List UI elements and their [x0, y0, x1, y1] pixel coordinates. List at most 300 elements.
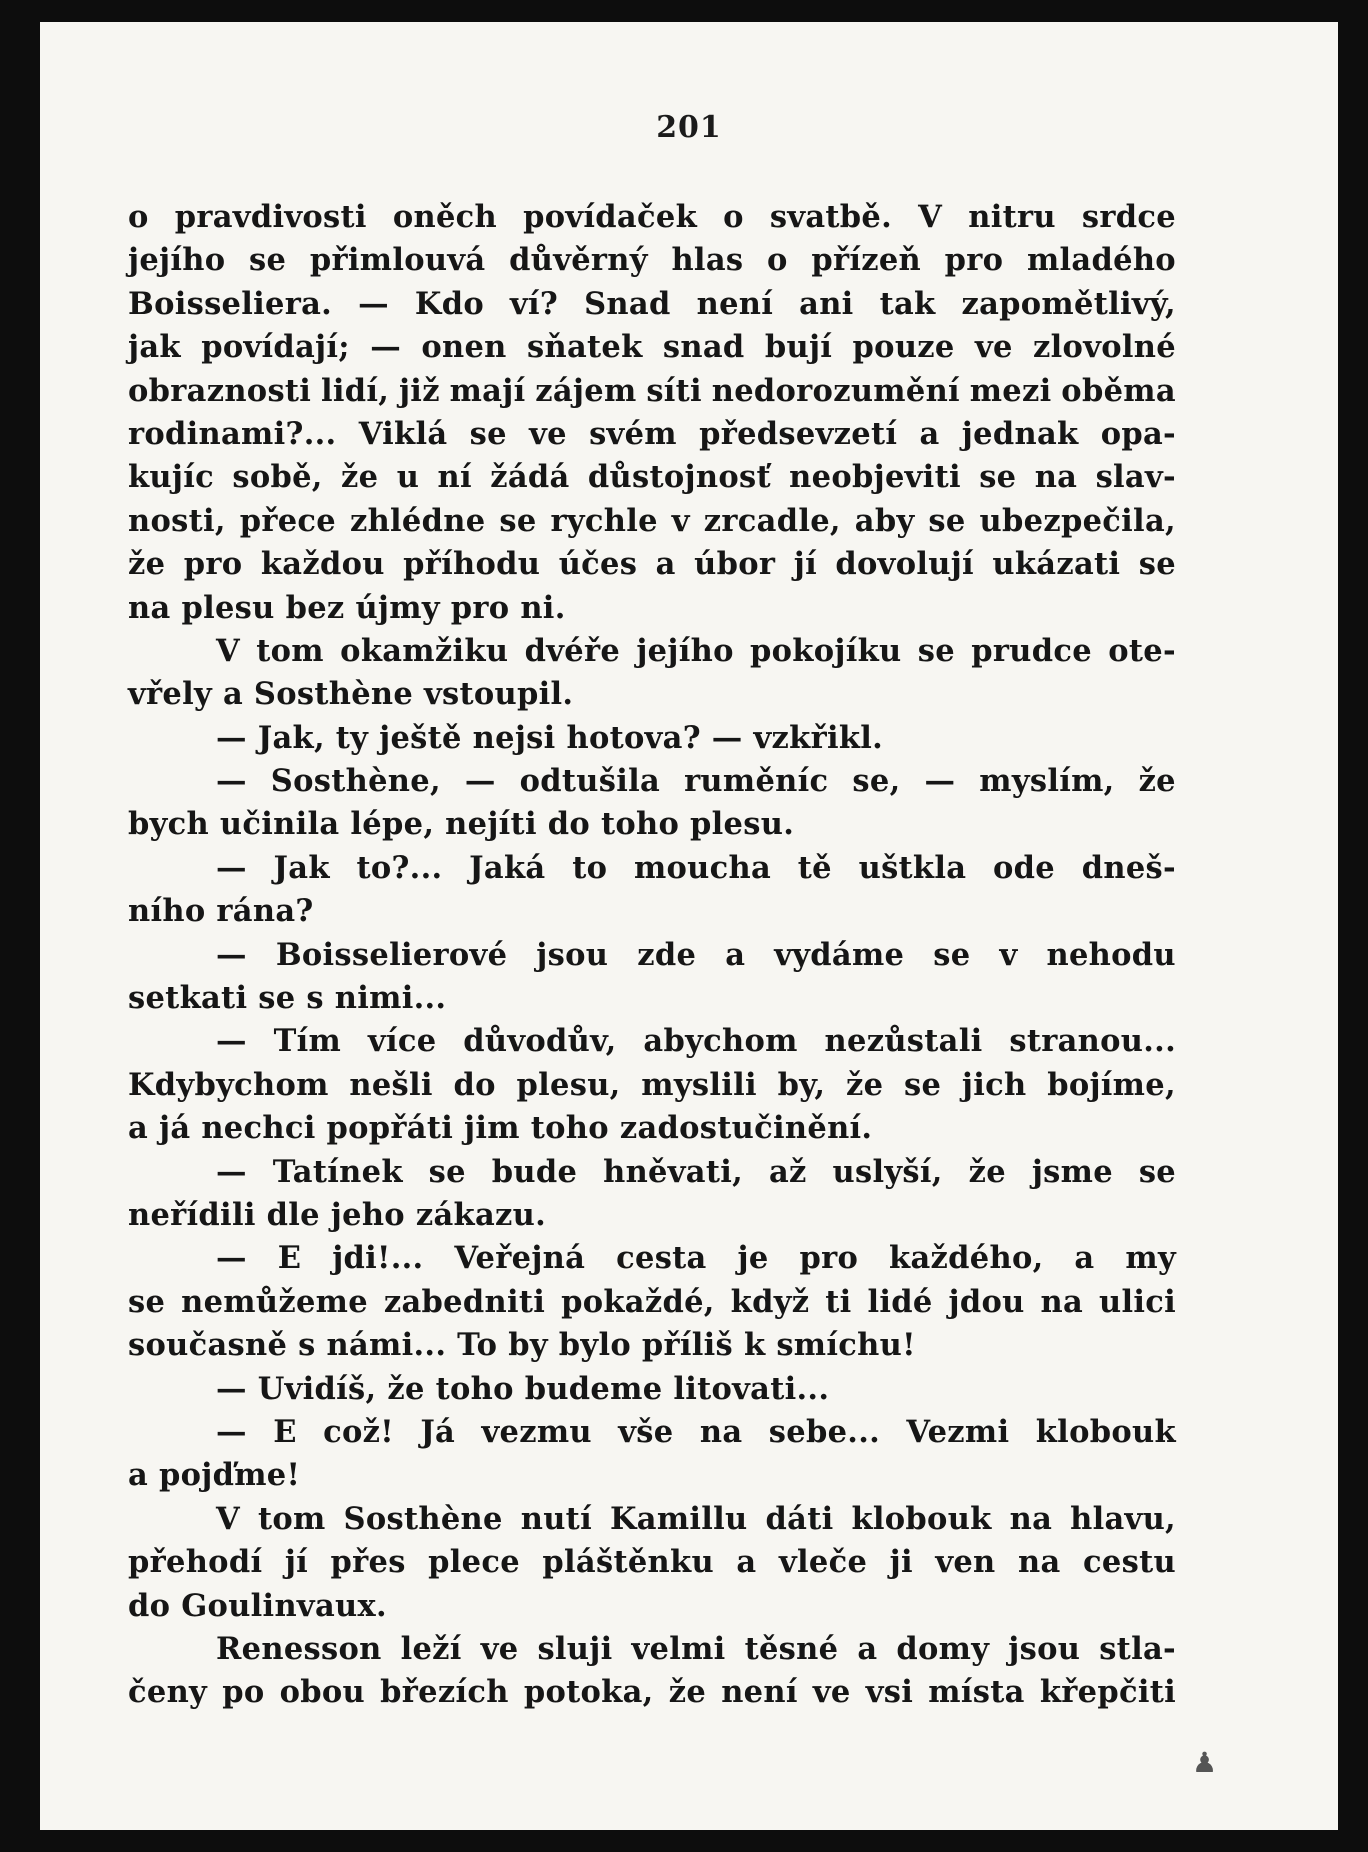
word: že	[128, 546, 166, 583]
word: ve	[480, 1630, 519, 1667]
word: cesta	[616, 1240, 707, 1277]
word: Kdo	[414, 285, 484, 322]
word: těsné	[744, 1630, 839, 1667]
word: stla-	[1099, 1630, 1176, 1667]
word: nosti,	[128, 502, 226, 539]
word: u	[396, 459, 420, 496]
word: zapomětlivý,	[961, 285, 1176, 322]
word: že	[341, 459, 379, 496]
word: —	[216, 719, 258, 756]
word: Sosthène,	[270, 763, 441, 800]
word: Jak	[273, 849, 330, 886]
text-line	[128, 673, 1176, 716]
word: hlas	[671, 242, 744, 279]
word: plesu,	[516, 1066, 621, 1103]
word: Boisselierové	[275, 936, 508, 973]
word: jsou	[536, 936, 609, 973]
word: a	[919, 415, 940, 452]
word: se	[933, 936, 971, 973]
word: jejího	[636, 632, 734, 669]
word: onen	[421, 329, 507, 366]
word: —	[216, 849, 247, 886]
text-line	[128, 847, 1176, 890]
word: tak	[879, 285, 936, 322]
word: bují	[764, 329, 833, 366]
word: jich	[961, 1066, 1027, 1103]
text-line	[128, 630, 1176, 673]
text-line	[128, 1411, 1176, 1454]
word: a	[736, 1544, 757, 1581]
text-line	[128, 283, 1176, 326]
word: což!	[323, 1413, 394, 1450]
text-line	[128, 1020, 1176, 1063]
word: březích	[380, 1674, 509, 1711]
word: domy	[896, 1630, 990, 1667]
word: Viklá	[358, 415, 448, 452]
word: se	[979, 459, 1017, 496]
word: jdou	[948, 1283, 1025, 1320]
text-line	[128, 1194, 1176, 1237]
word: litovati...	[673, 1370, 830, 1407]
word: Tím	[273, 1023, 342, 1060]
word: sobě,	[232, 459, 323, 496]
word: myslili	[641, 1066, 757, 1103]
word: toho	[435, 1370, 525, 1407]
word: by	[508, 1327, 559, 1364]
word: tom	[256, 632, 324, 669]
word: —	[216, 936, 247, 973]
word: —	[216, 763, 247, 800]
word: budeme	[524, 1370, 674, 1407]
word: na	[699, 1413, 743, 1450]
word: —	[216, 1413, 247, 1450]
word: jí	[284, 1544, 309, 1581]
word: moucha	[633, 849, 772, 886]
word: že	[387, 1370, 436, 1407]
word: pláštěnku	[542, 1544, 714, 1581]
word: když	[730, 1283, 810, 1320]
word: že	[1138, 763, 1176, 800]
word: hlavu,	[1070, 1500, 1176, 1537]
word: klobouk	[851, 1500, 992, 1537]
word: myslím,	[979, 763, 1115, 800]
word: —	[216, 1023, 247, 1060]
word: s	[298, 1327, 327, 1364]
text-line	[128, 717, 1176, 760]
word: pro	[183, 546, 243, 583]
word: již	[398, 372, 440, 409]
word: se	[499, 502, 537, 539]
word: vezmu	[481, 1413, 592, 1450]
word: k	[743, 1327, 777, 1364]
word: vše	[618, 1413, 674, 1450]
word: jí	[793, 546, 817, 583]
word: není	[696, 285, 774, 322]
word: nitru	[968, 199, 1056, 235]
word: Snad	[584, 285, 671, 322]
word: my	[1125, 1240, 1176, 1277]
word: srdce	[1081, 199, 1176, 235]
word: prudce	[971, 632, 1092, 669]
word: do	[547, 806, 601, 843]
word: mají	[449, 372, 526, 409]
word: zájem	[535, 372, 637, 409]
word: toho	[600, 806, 691, 843]
text-line	[128, 370, 1176, 413]
word: kujíc	[128, 459, 215, 496]
word: odtušila	[519, 763, 661, 800]
word: dáti	[765, 1500, 834, 1537]
word: do	[128, 1587, 182, 1624]
text-line	[128, 934, 1176, 977]
word: dle	[266, 1196, 331, 1233]
word: ven	[935, 1544, 996, 1581]
word: zhlédne	[349, 502, 486, 539]
word: ruměníc	[684, 763, 829, 800]
word: důvodův,	[463, 1023, 617, 1060]
word: čeny	[128, 1674, 208, 1711]
word: neřídili	[128, 1196, 267, 1233]
word: v	[671, 502, 690, 539]
word: ulici	[1098, 1283, 1176, 1320]
word: Kamillu	[609, 1500, 748, 1537]
word: zákazu.	[415, 1196, 547, 1233]
word: více	[367, 1023, 437, 1060]
word: lidí,	[320, 372, 390, 409]
word: —	[216, 1370, 258, 1407]
word: opa-	[1100, 415, 1176, 452]
word: o	[128, 199, 149, 235]
word: dneš-	[1081, 849, 1176, 886]
word: ve	[812, 1674, 851, 1711]
word: Tatínek	[272, 1153, 403, 1190]
word: a	[128, 1110, 159, 1147]
word: neobjeviti	[789, 459, 961, 496]
word: hněvati,	[603, 1153, 744, 1190]
word: sňatek	[527, 329, 643, 366]
word: slav-	[1095, 459, 1176, 496]
word: účes	[558, 546, 638, 583]
word: ní	[437, 459, 472, 496]
word: každou	[260, 546, 385, 583]
book-page	[40, 22, 1338, 1830]
word: současně	[128, 1327, 299, 1364]
word: na	[1009, 1500, 1053, 1537]
word: Jaká	[469, 849, 546, 886]
word: rodinami?...	[128, 415, 337, 452]
word: uslyší,	[832, 1153, 943, 1190]
word: ve	[529, 415, 567, 452]
word: úbor	[694, 546, 776, 583]
word: přece	[239, 502, 337, 539]
word: se	[128, 1283, 166, 1320]
word: Sosthène	[343, 1500, 503, 1537]
word: že	[668, 1674, 707, 1711]
word: lidé	[867, 1283, 933, 1320]
word: ji	[889, 1544, 913, 1581]
word: V	[216, 632, 240, 669]
word: okamžiku	[340, 632, 509, 669]
word: příhodu	[403, 546, 541, 583]
word: ti	[825, 1283, 852, 1320]
text-line	[128, 1671, 1176, 1714]
word: —	[711, 719, 754, 756]
word: na	[1034, 459, 1078, 496]
word: se	[928, 502, 966, 539]
word: leží	[400, 1630, 462, 1667]
text-line	[128, 1151, 1176, 1194]
word: E	[273, 1413, 297, 1450]
word: újmy	[355, 589, 451, 626]
word: nemůžeme	[181, 1283, 368, 1320]
word: o	[767, 242, 788, 279]
word: vleče	[778, 1544, 868, 1581]
word: bojíme,	[1047, 1066, 1176, 1103]
text-line	[128, 1237, 1176, 1280]
word: ni.	[520, 589, 566, 626]
word: jdi!...	[332, 1240, 424, 1277]
word: každého,	[889, 1240, 1044, 1277]
word: snad	[662, 329, 745, 366]
word: Vezmi	[906, 1413, 1010, 1450]
text-line	[128, 239, 1176, 282]
word: zrcadle,	[703, 502, 841, 539]
word: vsi	[865, 1674, 914, 1711]
word: na	[128, 589, 182, 626]
word: nejíti	[445, 806, 548, 843]
word: přimlouvá	[309, 242, 486, 279]
word: rána?	[216, 893, 314, 930]
text-line	[128, 803, 1176, 846]
word: nedorozumění	[711, 372, 960, 409]
word: křepčiti	[1039, 1674, 1176, 1711]
word: pro	[450, 589, 521, 626]
word: přes	[330, 1544, 406, 1581]
word: ani	[799, 285, 854, 322]
word: pro	[944, 242, 1004, 279]
word: tom	[257, 1500, 326, 1537]
word: to	[572, 849, 608, 886]
word: V	[918, 199, 943, 235]
text-line	[128, 543, 1176, 586]
body-text	[128, 196, 1176, 1715]
word: povídaček	[523, 199, 698, 235]
text-line	[128, 456, 1176, 499]
corner-stamp-mark: ♟	[1192, 1746, 1218, 1779]
word: nechci	[201, 1110, 327, 1147]
word: je	[737, 1240, 769, 1277]
word: příliš	[641, 1327, 744, 1364]
text-line	[128, 1324, 1176, 1367]
word: nezůstali	[824, 1023, 983, 1060]
word: aby	[854, 502, 915, 539]
text-line	[128, 587, 1176, 630]
text-line	[128, 1454, 1176, 1497]
word: v	[999, 936, 1018, 973]
word: jejího	[128, 242, 226, 279]
word: abychom	[643, 1023, 798, 1060]
word: a	[655, 546, 676, 583]
word: sluji	[537, 1630, 613, 1667]
text-line	[128, 1498, 1176, 1541]
word: Boisseliera.	[128, 285, 333, 322]
word: učinila	[219, 806, 351, 843]
word: že	[968, 1153, 1006, 1190]
word: Veřejná	[454, 1240, 586, 1277]
word: To	[457, 1327, 509, 1364]
word: se	[469, 415, 507, 452]
word: jednak	[961, 415, 1079, 452]
word: Kdybychom	[128, 1066, 329, 1103]
word: jsme	[1031, 1153, 1113, 1190]
word: Já	[420, 1413, 456, 1450]
word: žádá	[490, 459, 570, 496]
word: pouze	[852, 329, 955, 366]
word: sebe...	[768, 1413, 881, 1450]
word: ubezpečila,	[979, 502, 1176, 539]
word: —	[464, 763, 496, 800]
word: jak	[128, 329, 181, 366]
word: cestu	[1083, 1544, 1176, 1581]
text-line	[128, 500, 1176, 543]
word: by,	[777, 1066, 826, 1103]
word: vřely	[128, 676, 223, 713]
word: a	[222, 676, 254, 713]
word: lépe,	[350, 806, 446, 843]
word: bude	[491, 1153, 578, 1190]
word: bylo	[558, 1327, 642, 1364]
word: Uvidíš,	[257, 1370, 388, 1407]
word: zadostučinění.	[619, 1110, 873, 1147]
word: velmi	[631, 1630, 726, 1667]
word: V	[216, 1500, 240, 1537]
text-line	[128, 760, 1176, 803]
word: ote-	[1108, 632, 1176, 669]
word: —	[370, 329, 401, 366]
word: s	[306, 980, 335, 1017]
word: hotova?	[566, 719, 712, 756]
word: na	[1040, 1283, 1084, 1320]
word: svatbě.	[769, 199, 893, 235]
text-line	[128, 977, 1176, 1020]
word: dovolují	[835, 546, 974, 583]
word: o	[723, 199, 744, 235]
word: setkati	[128, 980, 259, 1017]
word: se	[917, 632, 955, 669]
word: vzkřikl.	[753, 719, 884, 756]
word: místa	[928, 1674, 1025, 1711]
word: uštkla	[858, 849, 967, 886]
word: —	[358, 285, 389, 322]
text-line	[128, 1107, 1176, 1150]
word: Goulinvaux.	[181, 1587, 387, 1624]
word: přehodí	[128, 1544, 263, 1581]
word: nehodu	[1046, 936, 1176, 973]
word: a	[1074, 1240, 1095, 1277]
word: přízeň	[811, 242, 922, 279]
word: stranou...	[1009, 1023, 1176, 1060]
word: se,	[852, 763, 901, 800]
word: Sosthène	[253, 676, 425, 713]
word: obraznosti	[128, 372, 312, 409]
word: se	[249, 242, 287, 279]
word: předsevzetí	[699, 415, 898, 452]
word: nimi...	[334, 980, 447, 1017]
text-line	[128, 1281, 1176, 1324]
text-line	[128, 1585, 1176, 1628]
word: vydáme	[774, 936, 905, 973]
text-line	[128, 1368, 1176, 1411]
word: ního	[128, 893, 217, 930]
word: Jak,	[257, 719, 336, 756]
word: se	[1138, 546, 1176, 583]
word: nutí	[520, 1500, 592, 1537]
word: ví?	[510, 285, 559, 322]
word: obou	[279, 1674, 366, 1711]
word: mezi	[969, 372, 1052, 409]
text-line	[128, 890, 1176, 933]
word: oběma	[1061, 372, 1176, 409]
word: —	[216, 1240, 247, 1277]
text-line	[128, 1541, 1176, 1584]
word: námi...	[326, 1327, 458, 1364]
word: pokaždé,	[561, 1283, 715, 1320]
text-line	[128, 196, 1176, 239]
word: a	[128, 1457, 159, 1494]
word: nejsi	[472, 719, 567, 756]
word: rychle	[550, 502, 658, 539]
word: a	[725, 936, 746, 973]
word: toho	[530, 1110, 620, 1147]
word: síti	[646, 372, 702, 409]
word: pojďme!	[158, 1457, 301, 1494]
word: ve	[974, 329, 1013, 366]
word: mladého	[1026, 242, 1176, 279]
word: zlovolné	[1033, 329, 1176, 366]
word: klobouk	[1035, 1413, 1176, 1450]
word: vstoupil.	[424, 676, 574, 713]
word: povídají;	[201, 329, 350, 366]
word: pravdivosti	[174, 199, 367, 235]
word: ještě	[379, 719, 473, 756]
word: tě	[797, 849, 832, 886]
word: důvěrný	[509, 242, 648, 279]
word: svém	[589, 415, 677, 452]
word: na	[1018, 1544, 1061, 1581]
word: důstojnosť	[587, 459, 771, 496]
word: zabedniti	[383, 1283, 546, 1320]
word: pokojíku	[750, 632, 902, 669]
text-line	[128, 1628, 1176, 1671]
word: se	[904, 1066, 942, 1103]
word: E	[277, 1240, 302, 1277]
word: plesu.	[690, 806, 795, 843]
text-line	[128, 326, 1176, 369]
word: není	[721, 1674, 798, 1711]
word: oněch	[392, 199, 498, 235]
word: to?...	[356, 849, 443, 886]
word: ty	[335, 719, 380, 756]
text-line	[128, 413, 1176, 456]
word: do	[453, 1066, 496, 1103]
word: plece	[428, 1544, 520, 1581]
word: smíchu!	[776, 1327, 916, 1364]
word: jsou	[1008, 1630, 1081, 1667]
word: popřáti	[326, 1110, 465, 1147]
word: jim	[464, 1110, 531, 1147]
word: potoka,	[523, 1674, 654, 1711]
word: že	[845, 1066, 884, 1103]
